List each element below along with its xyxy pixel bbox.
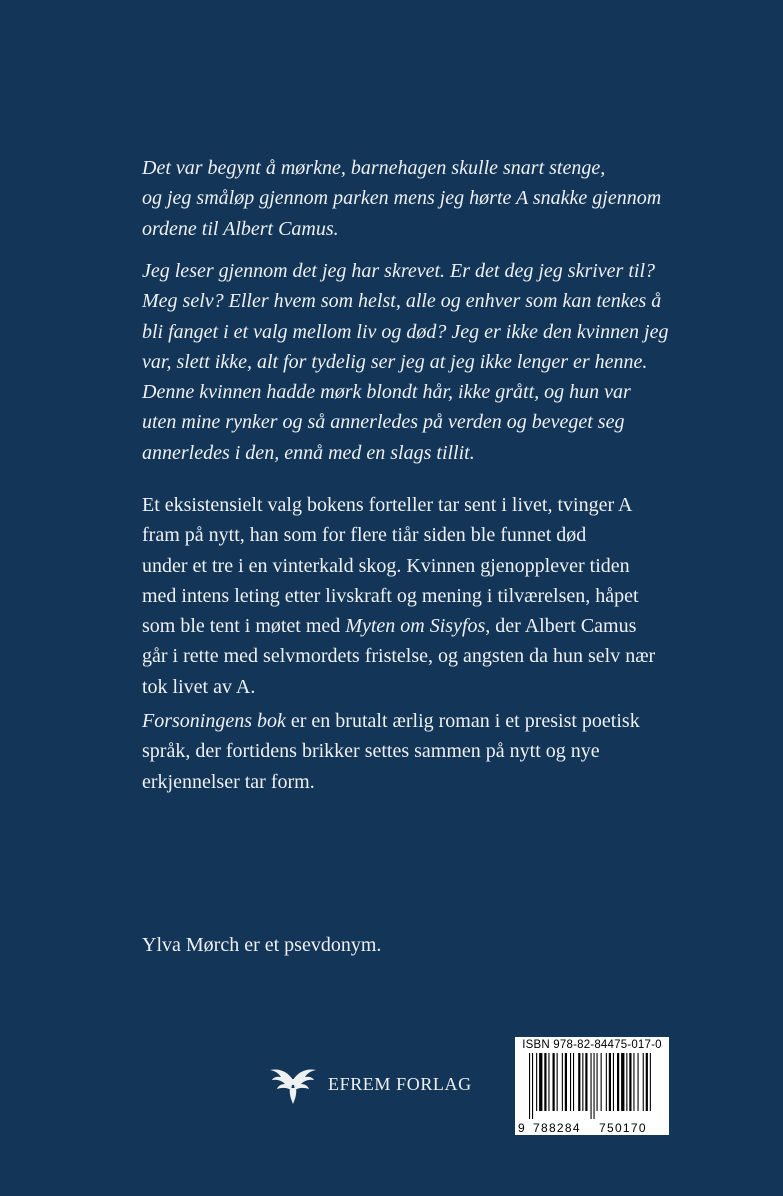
text-line: uten mine rynker og så annerledes på verden og beveget seg <box>142 411 625 434</box>
barcode-bar <box>609 1053 611 1111</box>
barcode-bar <box>621 1053 624 1111</box>
barcode-bar <box>536 1053 537 1111</box>
blurb-paragraph-2 <box>142 256 742 468</box>
barcode-bar <box>613 1053 614 1111</box>
barcode-bar <box>562 1053 563 1111</box>
barcode-bar <box>606 1053 607 1111</box>
publisher-mark <box>268 1062 472 1106</box>
text-line: Det var begynt å mørkne, barnehagen skulle snart stenge, <box>142 157 606 179</box>
barcode-digit-first: 9 <box>518 1121 526 1135</box>
barcode-bar <box>557 1053 558 1111</box>
barcode-bar <box>570 1053 571 1111</box>
isbn-barcode <box>515 1037 669 1135</box>
barcode-digits-left: 788284 <box>533 1121 581 1135</box>
barcode-digits-right: 750170 <box>599 1121 647 1135</box>
text-line <box>142 611 742 641</box>
barcode-bar <box>617 1053 619 1111</box>
barcode-bar <box>529 1053 530 1119</box>
isbn-label: ISBN 978-82-84475-017-0 <box>522 1039 662 1051</box>
description-paragraph <box>142 490 742 702</box>
text-segment: er en brutalt ærlig roman i et presist poetisk <box>285 710 640 732</box>
barcode-bar <box>638 1053 639 1111</box>
text-line: Et eksistensielt valg bokens forteller tar sent i livet, tvinger A <box>142 494 633 516</box>
barcode-bars <box>515 1053 669 1123</box>
text-line: med intens leting etter livskraft og mening i tilværelsen, håpet <box>142 584 639 607</box>
book-title: Forsoningens bok <box>142 710 286 732</box>
text-line: bli fanget i et valg mellom liv og død? Jeg er ikke den kvinnen jeg <box>142 320 669 343</box>
publisher-name: EFREM FORLAG <box>328 1073 472 1094</box>
barcode-bar <box>548 1053 549 1111</box>
barcode-bar <box>629 1053 631 1111</box>
text-line: Denne kvinnen hadde mørk blondt hår, ikke grått, og hun var <box>142 381 631 404</box>
text-line: Jeg leser gjennom det jeg har skrevet. Er det deg jeg skriver til? <box>142 260 655 282</box>
text-line: Ylva Mørch er et psevdonym. <box>142 934 382 956</box>
barcode-bar <box>650 1053 651 1111</box>
barcode-bar <box>601 1053 602 1111</box>
text-line: Meg selv? Eller hvem som helst, alle og enhver som kan tenkes å <box>142 290 662 313</box>
text-line: fram på nytt, han som for flere tiår siden ble funnet død <box>142 524 587 547</box>
barcode-bar <box>565 1053 567 1111</box>
text-line: erkjennelser tar form. <box>142 770 315 793</box>
text-line: og jeg småløp gjennom parken mens jeg hørte A snakke gjennom <box>142 187 662 210</box>
text-line: ordene til Albert Camus. <box>142 217 339 240</box>
barcode-bar <box>591 1053 592 1119</box>
barcode-bar <box>532 1053 533 1119</box>
text-line: annerledes i den, ennå med en slags tillit. <box>142 441 475 464</box>
pseudonym-note <box>142 930 742 960</box>
text-line: språk, der fortidens brikker settes sammen på nytt og nye <box>142 740 600 763</box>
text-line: var, slett ikke, alt for tydelig ser jeg at jeg ikke lenger er henne. <box>142 350 648 373</box>
book-title-reference: Myten om Sisyfos <box>345 615 486 638</box>
barcode-bar <box>633 1053 634 1111</box>
barcode-bar <box>643 1053 644 1111</box>
barcode-bar <box>539 1053 542 1111</box>
barcode-bar <box>585 1053 587 1111</box>
barcode-bar <box>578 1053 580 1111</box>
blurb-paragraph-1 <box>142 153 742 244</box>
summary-paragraph <box>142 706 742 797</box>
barcode-bar <box>646 1053 648 1111</box>
text-line <box>142 706 742 736</box>
barcode-bar <box>544 1053 546 1111</box>
barcode-bar <box>597 1053 598 1111</box>
text-line: går i rette med selvmordets fristelse, og angsten da hun selv nær <box>142 645 656 668</box>
barcode-bar <box>573 1053 574 1111</box>
text-segment: , der Albert Camus <box>485 615 637 638</box>
bird-logo-icon <box>268 1062 318 1106</box>
text-line: under et tre i en vinterkald skog. Kvinnen gjenopplever tiden <box>142 554 630 577</box>
text-segment: som ble tent i møtet med <box>142 615 346 638</box>
barcode-bar <box>626 1053 627 1111</box>
barcode-bar <box>553 1053 555 1111</box>
barcode-bar <box>594 1053 595 1119</box>
barcode-bar <box>582 1053 583 1111</box>
text-line: tok livet av A. <box>142 675 256 698</box>
